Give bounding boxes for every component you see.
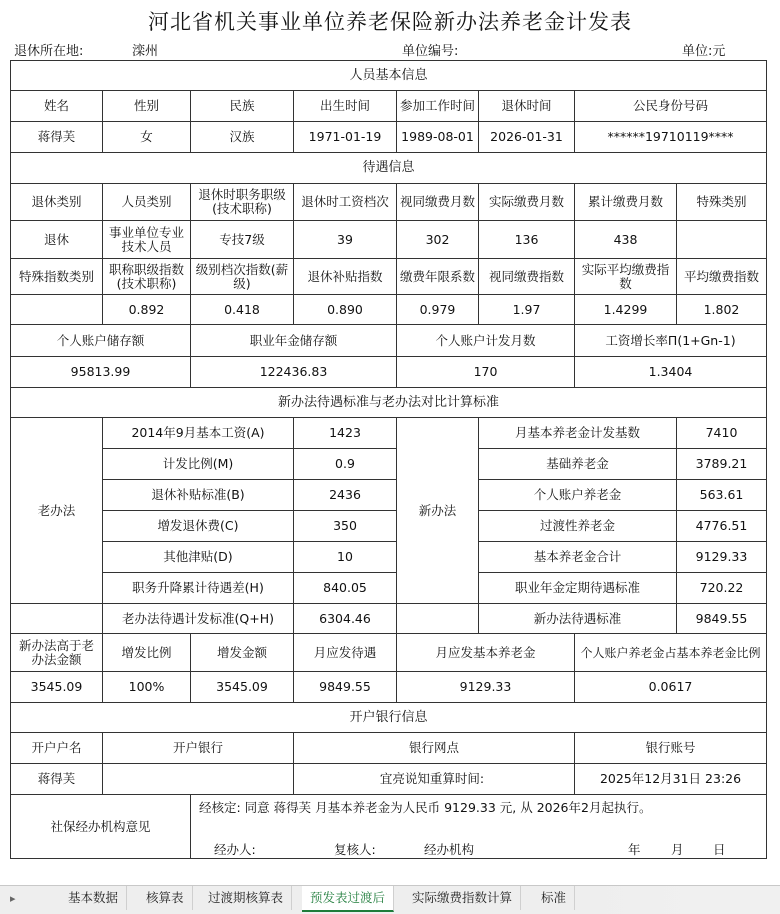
tab-prepay-after-transition[interactable]: 预发表过渡后 [302,886,394,912]
cell-recalc-time-label[interactable]: 宜亮说知重算时间: [294,764,575,795]
cell-increase-amount-diff[interactable]: 3545.09 [11,672,103,703]
new-total-value[interactable]: 9849.55 [677,604,767,634]
header-increase-amount-diff: 新办法高于老办法金额 [11,634,103,672]
old-method-label: 老办法 [11,418,103,604]
sheet-tab-bar [0,885,780,914]
new-item-label: 月基本养老金计发基数 [479,418,677,449]
old-item-value[interactable]: 840.05 [294,573,397,604]
cell-deemed-months[interactable]: 302 [397,221,479,259]
cell-years-coefficient[interactable]: 0.979 [397,295,479,325]
old-item-value[interactable]: 350 [294,511,397,542]
empty-cell[interactable] [11,604,103,634]
tab-transition-accounting[interactable]: 过渡期核算表 [200,886,292,910]
new-item-label: 基础养老金 [479,449,677,480]
header-grade-index: 级别档次指数(薪级) [191,259,294,295]
cell-salary-grade[interactable]: 39 [294,221,397,259]
cell-increase-amount[interactable]: 3545.09 [191,672,294,703]
cell-retire-rank[interactable]: 专技7级 [191,221,294,259]
old-total-label: 老办法待遇计发标准(Q+H) [103,604,294,634]
header-retire-date: 退休时间 [479,91,575,122]
header-work-start: 参加工作时间 [397,91,479,122]
new-item-label: 基本养老金合计 [479,542,677,573]
tab-standard[interactable]: 标准 [533,886,575,910]
header-wage-growth: 工资增长率Π(1+Gn-1) [575,325,767,357]
cell-actual-months[interactable]: 136 [479,221,575,259]
opinion-text: 经核定: 同意 蒋得芙 月基本养老金为人民币 9129.33 元, 从 2026年2月起执行。 [199,800,652,815]
old-item-value[interactable]: 10 [294,542,397,573]
tab-bar-fade [570,886,780,914]
header-title-index: 职称职级指数(技术职称) [103,259,191,295]
cell-id-number[interactable]: ******19710119**** [575,122,767,153]
opinion-label: 社保经办机构意见 [11,795,191,859]
header-person-type: 人员类别 [103,184,191,221]
tab-scroll-right-icon[interactable]: ▸ [10,892,16,905]
header-retire-rank: 退休时职务职级(技术职称) [191,184,294,221]
handler-label: 经办人: [214,842,256,857]
location-value: 滦州 [132,44,159,59]
header-personal-account: 个人账户储存额 [11,325,191,357]
header-account-ratio: 个人账户养老金占基本养老金比例 [575,634,767,672]
new-item-value[interactable]: 720.22 [677,573,767,604]
cell-grade-index[interactable]: 0.418 [191,295,294,325]
cell-recalc-time-value[interactable]: 2025年12月31日 23:26 [575,764,767,795]
header-retire-type: 退休类别 [11,184,103,221]
cell-special-type[interactable] [677,221,767,259]
cell-increase-ratio[interactable]: 100% [103,672,191,703]
new-item-value[interactable]: 4776.51 [677,511,767,542]
header-actual-months: 实际缴费月数 [479,184,575,221]
new-total-label: 新办法待遇标准 [479,604,677,634]
section-compare: 新办法待遇标准与老办法对比计算标准 [11,388,767,418]
old-item-label: 退休补贴标准(B) [103,480,294,511]
new-item-value[interactable]: 7410 [677,418,767,449]
cell-retire-date[interactable]: 2026-01-31 [479,122,575,153]
pension-table [10,60,767,859]
tab-actual-index-calc[interactable]: 实际缴费指数计算 [404,886,521,910]
new-item-value[interactable]: 563.61 [677,480,767,511]
agency-label: 经办机构 [424,842,475,857]
section-personal: 人员基本信息 [11,61,767,91]
cell-payout-months[interactable]: 170 [397,357,575,388]
header-account-name: 开户户名 [11,733,103,764]
header-birth-date: 出生时间 [294,91,397,122]
unit-number-label: 单位编号: [402,44,459,59]
cell-title-index[interactable]: 0.892 [103,295,191,325]
cell-gender[interactable]: 女 [103,122,191,153]
cell-retire-type[interactable]: 退休 [11,221,103,259]
section-treatment: 待遇信息 [11,153,767,184]
empty-cell[interactable] [397,604,479,634]
header-increase-ratio: 增发比例 [103,634,191,672]
cell-name[interactable]: 蒋得芙 [11,122,103,153]
header-gender: 性别 [103,91,191,122]
new-item-value[interactable]: 9129.33 [677,542,767,573]
header-name: 姓名 [11,91,103,122]
header-annuity-account: 职业年金储存额 [191,325,397,357]
cell-birth-date[interactable]: 1971-01-19 [294,122,397,153]
location-label: 退休所在地: [14,44,84,59]
header-monthly-payable: 月应发待遇 [294,634,397,672]
header-bank: 开户银行 [103,733,294,764]
header-increase-amount: 增发金额 [191,634,294,672]
old-total-value[interactable]: 6304.46 [294,604,397,634]
header-actual-avg-index: 实际平均缴费指数 [575,259,677,295]
old-item-value[interactable]: 2436 [294,480,397,511]
cell-subsidy-index[interactable]: 0.890 [294,295,397,325]
old-item-label: 2014年9月基本工资(A) [103,418,294,449]
currency-unit-label: 单位:元 [682,44,726,59]
cell-wage-growth[interactable]: 1.3404 [575,357,767,388]
header-deemed-index: 视同缴费指数 [479,259,575,295]
new-method-label: 新办法 [397,418,479,604]
old-item-value[interactable]: 0.9 [294,449,397,480]
cell-special-index-type[interactable] [11,295,103,325]
header-years-coefficient: 缴费年限系数 [397,259,479,295]
header-id-number: 公民身份号码 [575,91,767,122]
new-item-label: 职业年金定期待遇标准 [479,573,677,604]
new-item-label: 过渡性养老金 [479,511,677,542]
reviewer-label: 复核人: [334,842,376,857]
month-label: 月 [671,842,684,857]
header-salary-grade: 退休时工资档次 [294,184,397,221]
year-label: 年 [628,842,641,857]
header-special-index-type: 特殊指数类别 [11,259,103,295]
cell-deemed-index[interactable]: 1.97 [479,295,575,325]
header-avg-index: 平均缴费指数 [677,259,767,295]
cell-avg-index[interactable]: 1.802 [677,295,767,325]
old-item-label: 计发比例(M) [103,449,294,480]
cell-annuity-account[interactable]: 122436.83 [191,357,397,388]
header-payout-months: 个人账户计发月数 [397,325,575,357]
old-item-label: 其他津贴(D) [103,542,294,573]
old-item-label: 职务升降累计待遇差(H) [103,573,294,604]
new-item-label: 个人账户养老金 [479,480,677,511]
opinion-cell[interactable] [191,795,767,859]
page-title: 河北省机关事业单位养老保险新办法养老金计发表 [148,10,632,34]
header-monthly-basic-pension: 月应发基本养老金 [397,634,575,672]
day-label: 日 [713,842,726,857]
cell-ethnicity[interactable]: 汉族 [191,122,294,153]
header-deemed-months: 视同缴费月数 [397,184,479,221]
tab-accounting[interactable]: 核算表 [138,886,193,910]
cell-total-months[interactable]: 438 [575,221,677,259]
cell-account-name[interactable]: 蒋得芙 [11,764,103,795]
cell-account-ratio[interactable]: 0.0617 [575,672,767,703]
tab-basic-data[interactable]: 基本数据 [60,886,127,910]
cell-bank[interactable] [103,764,294,795]
header-total-months: 累计缴费月数 [575,184,677,221]
header-bank-account: 银行账号 [575,733,767,764]
cell-work-start[interactable]: 1989-08-01 [397,122,479,153]
header-ethnicity: 民族 [191,91,294,122]
cell-person-type[interactable]: 事业单位专业技术人员 [103,221,191,259]
old-item-label: 增发退休费(C) [103,511,294,542]
cell-actual-avg-index[interactable]: 1.4299 [575,295,677,325]
cell-monthly-payable[interactable]: 9849.55 [294,672,397,703]
cell-personal-account[interactable]: 95813.99 [11,357,191,388]
header-bank-branch: 银行网点 [294,733,575,764]
new-item-value[interactable]: 3789.21 [677,449,767,480]
cell-monthly-basic-pension[interactable]: 9129.33 [397,672,575,703]
section-bank: 开户银行信息 [11,703,767,733]
header-special-type: 特殊类别 [677,184,767,221]
header-subsidy-index: 退休补贴指数 [294,259,397,295]
old-item-value[interactable]: 1423 [294,418,397,449]
